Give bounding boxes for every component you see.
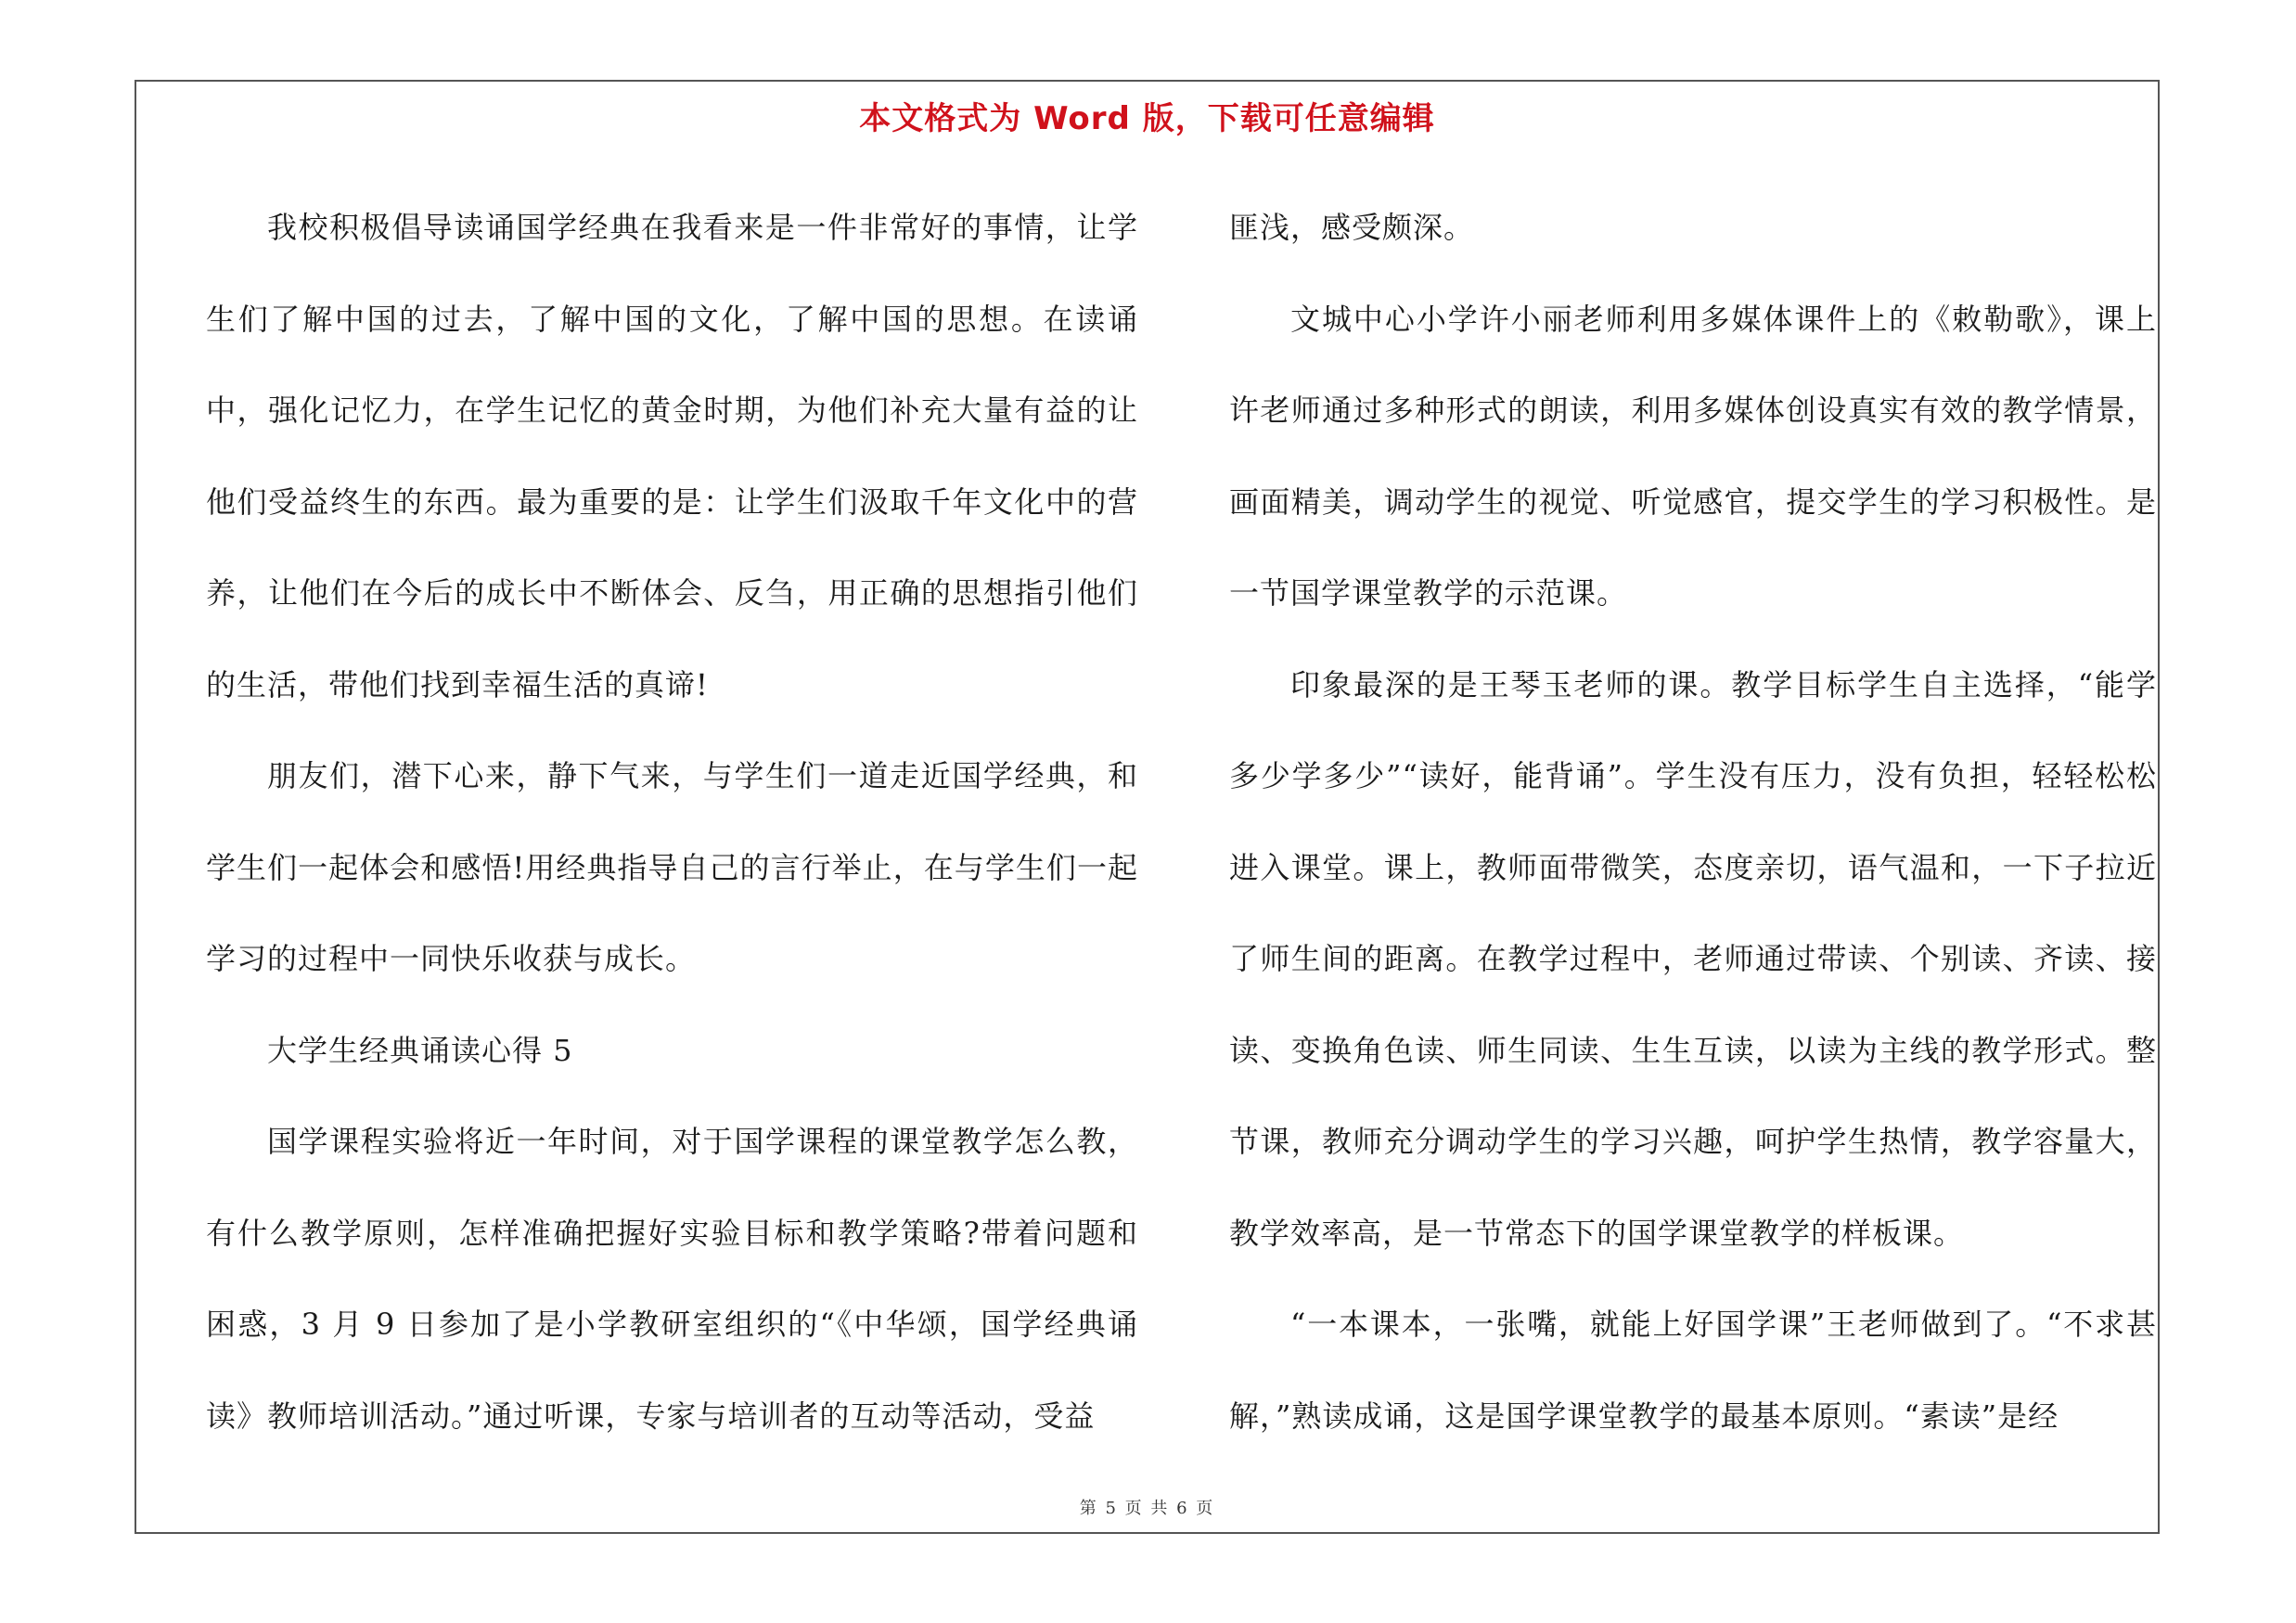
section-heading: 大学生经典诵读心得 5	[267, 1032, 573, 1068]
left-column	[206, 182, 1138, 1462]
page-frame	[135, 80, 2160, 1534]
paragraph: 我校积极倡导读诵国学经典在我看来是一件非常好的事情，让学生们了解中国的过去，了解中国的文化，了解中国的思想。在读诵中，强化记忆力，在学生记忆的黄金时期，为他们补充大量有益的让他们受益终生的东西。最为重要的是：让学生们汲取千年文化中的营养，让他们在今后的成长中不断体会、反刍，用正确的思想指引他们的生活，带他们找到幸福生活的真谛!	[206, 210, 1138, 702]
paragraph: 文城中心小学许小丽老师利用多媒体课件上的《敕勒歌》，课上许老师通过多种形式的朗读，利用多媒体创设真实有效的教学情景，画面精美，调动学生的视觉、听觉感官，提交学生的学习积极性。是一节国学课堂教学的示范课。	[1229, 301, 2157, 611]
header-banner: 本文格式为 Word 版，下载可任意编辑	[859, 100, 1435, 137]
paragraph: 国学课程实验将近一年时间，对于国学课程的课堂教学怎么教，有什么教学原则，怎样准确把握好实验目标和教学策略?带着问题和困惑，3 月 9 日参加了是小学教研室组织的“《中华颂，国学经典诵读》教师培训活动。”通过听课，专家与培训者的互动等活动，受益	[206, 1124, 1138, 1434]
paragraph: 印象最深的是王琴玉老师的课。教学目标学生自主选择，“能学多少学多少”“读好，能背诵”。学生没有压力，没有负担，轻轻松松进入课堂。课上，教师面带微笑，态度亲切，语气温和，一下子拉近了师生间的距离。在教学过程中，老师通过带读、个别读、齐读、接读、变换角色读、师生同读、生生互读，以读为主线的教学形式。整节课，教师充分调动学生的学习兴趣，呵护学生热情，教学容量大，教学效率高，是一节常态下的国学课堂教学的样板课。	[1229, 666, 2157, 1251]
page-number: 第 5 页 共 6 页	[1079, 1499, 1215, 1518]
paragraph-continuation: 匪浅，感受颇深。	[1229, 210, 1475, 245]
right-column	[1229, 182, 2157, 1462]
paragraph: 朋友们，潜下心来，静下气来，与学生们一道走近国学经典，和学生们一起体会和感悟!用经典指导自己的言行举止，在与学生们一起学习的过程中一同快乐收获与成长。	[206, 758, 1138, 976]
paragraph: “一本课本，一张嘴，就能上好国学课”王老师做到了。“不求甚解，”熟读成诵，这是国学课堂教学的最基本原则。“素读”是经	[1229, 1307, 2157, 1434]
